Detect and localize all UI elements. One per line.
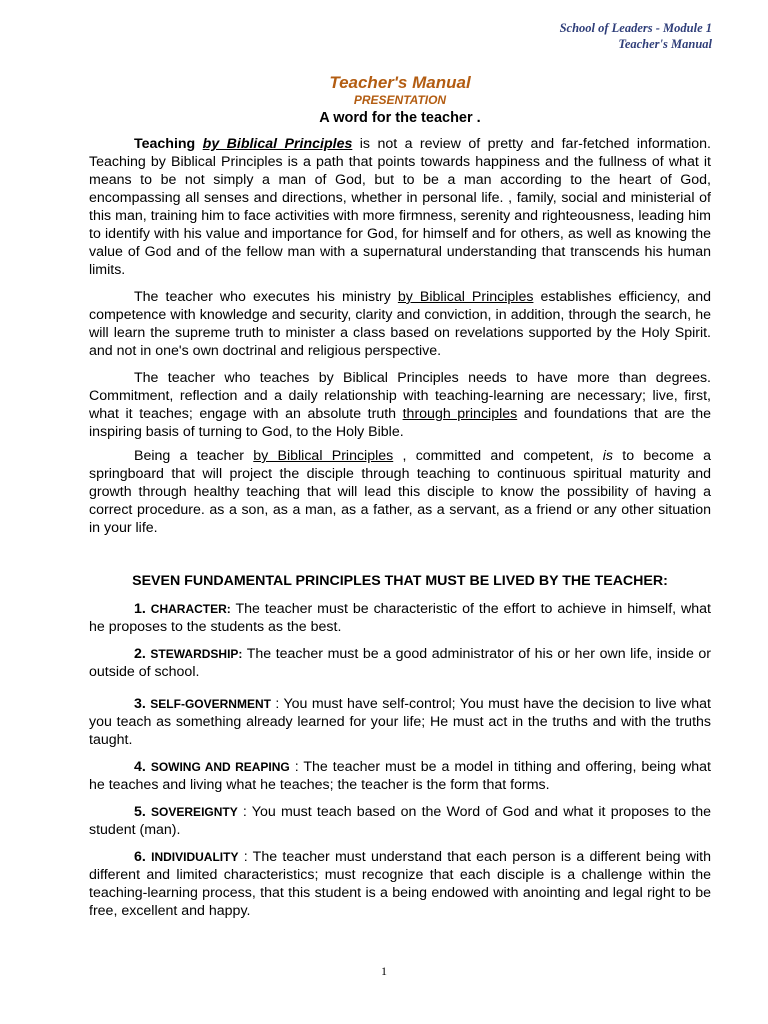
- page-number: 1: [381, 964, 387, 978]
- header-series: School of Leaders - Module 1: [559, 21, 712, 35]
- paragraph-4: Being a teacher by Biblical Principles , committed and competent, is to become a springboard that will project the disciple through teaching to continuous spiritual maturity and growth through healthy teaching that will lead this disciple to know the possibility of having a correct procedure. as a son, as a man, as a father, as a servant, as a friend or any other situation in your life.: [89, 448, 711, 536]
- section-intro-title: A word for the teacher .: [319, 110, 481, 126]
- paragraph-1: Teaching by Biblical Principles is not a review of pretty and far-fetched information. Teaching by Biblical Principles is a path that points towards happiness and the fullness of what it means to be not simply a man of God, but to be a man according to the heart of God, encompassing all senses and directions, whether in personal life. , family, social and ministerial of this man, training him to face activities with more firmness, serenity and righteousness, leading him to identify with his value and importance for God, for himself and for others, as well as knowing the value of God and of the fellow man with a supernatural understanding that transcends his human limits.: [89, 136, 711, 278]
- document-body: [89, 135, 711, 920]
- paragraph-3: The teacher who teaches by Biblical Principles needs to have more than degrees. Commitment, reflection and a daily relationship with teaching-learning are necessary; live, first, what it teaches; engage with an absolute truth through principles and foundations that are the inspiring basis of turning to God, to the Holy Bible.: [89, 370, 711, 440]
- paragraph-2: The teacher who executes his ministry by Biblical Principles establishes efficiency, and competence with knowledge and security, clarity and conviction, in addition, through the search, he will learn the supreme truth to minister a class based on revelations supported by the Holy Spirit. and not in one's own doctrinal and religious perspective.: [89, 289, 712, 359]
- document-title: Teacher's Manual: [329, 73, 471, 92]
- principle-item: 2. STEWARDSHIP: The teacher must be a good administrator of his or her own life, inside or outside of school.: [89, 646, 711, 680]
- principle-item: 5. SOVEREIGNTY : You must teach based on the Word of God and what it proposes to the student (man).: [89, 804, 711, 838]
- principle-item: 4. SOWING AND REAPING : The teacher must be a model in tithing and offering, being what he teaches and living what he teaches; the teacher is the form that forms.: [89, 759, 711, 793]
- header-manual: Teacher's Manual: [618, 37, 712, 51]
- emphasis-phrase: by Biblical Principles: [202, 136, 353, 152]
- principles-heading: SEVEN FUNDAMENTAL PRINCIPLES THAT MUST BE LIVED BY THE TEACHER:: [132, 573, 668, 589]
- principle-item: 6. INDIVIDUALITY : The teacher must understand that each person is a different being with different and limited characteristics; must recognize that each disciple is a challenge within the teaching-learning process, that this student is a being endowed with anointing and legal right to be free, excellent and happy.: [89, 849, 711, 919]
- title-block: [89, 73, 711, 128]
- document-subtitle: PRESENTATION: [353, 93, 447, 107]
- running-header: [560, 20, 712, 52]
- principle-item: 1. CHARACTER: The teacher must be characteristic of the effort to achieve in himself, what he proposes to the students as the best.: [89, 601, 711, 635]
- principle-item: 3. SELF-GOVERNMENT : You must have self-control; You must have the decision to live what you teach as something already learned for your life; He must act in the truths and with the truths taught.: [89, 696, 711, 748]
